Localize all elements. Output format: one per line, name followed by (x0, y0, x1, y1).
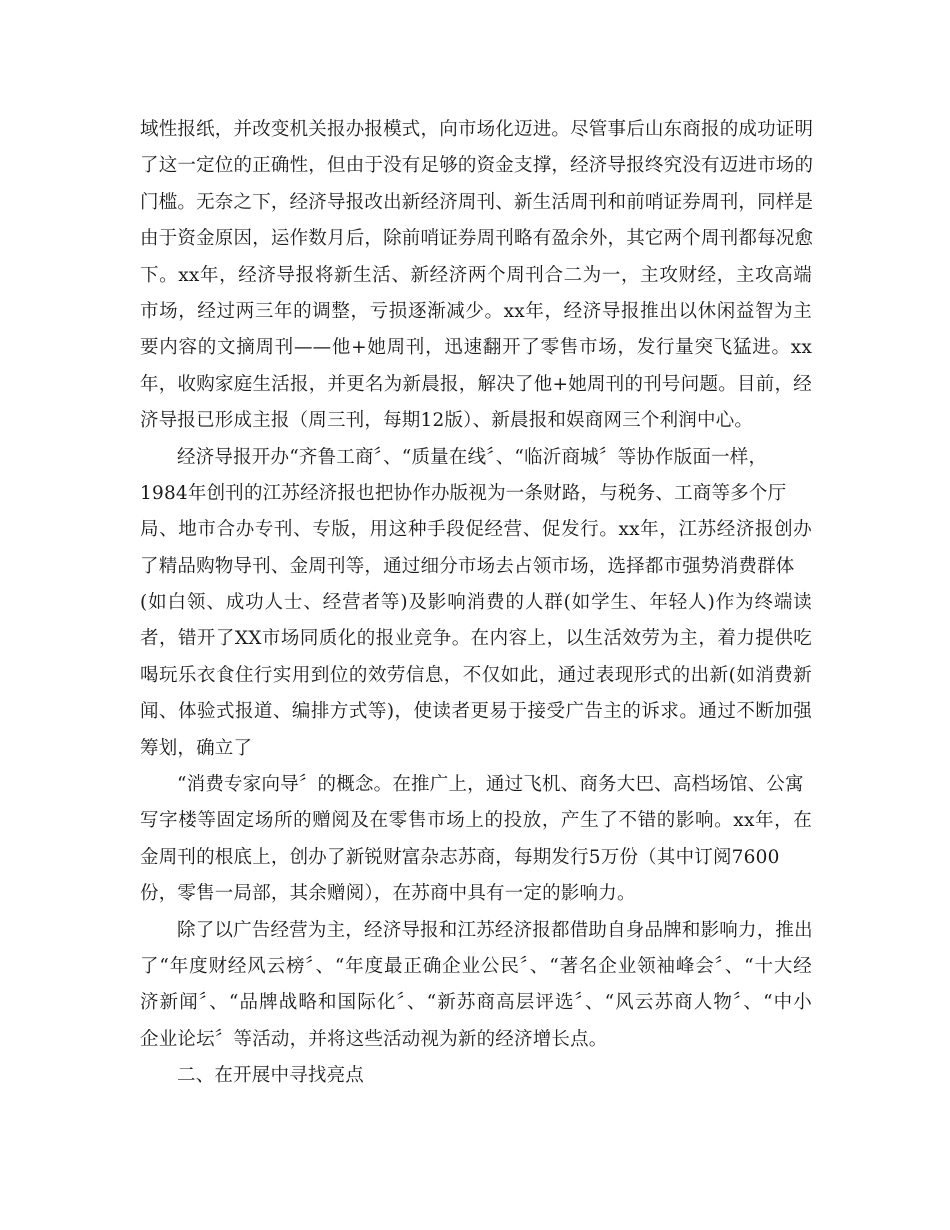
text-line: 除了以广告经营为主，经济导报和江苏经济报都借助自身品牌和影响力，推出 (177, 919, 813, 941)
text-line: 域性报纸，并改变机关报办报模式，向市场化迈进。尽管事后山东商报的成功证明 (140, 119, 814, 140)
text-line: 下。xx年，经济导报将新生活、新经济两个周刊合二为一，主攻财经，主攻高端 (140, 264, 812, 286)
text-line: (如白领、成功人士、经营者等)及影响消费的人群(如学生、年轻人)作为终端读 (140, 592, 812, 614)
text-line: 由于资金原因，运作数月后，除前哨证券周刊略有盈余外，其它两个周刊都每况愈 (140, 228, 814, 250)
text-line: 门槛。无奈之下，经济导报改出新经济周刊、新生活周刊和前哨证券周刊，同样是 (140, 191, 814, 213)
text-line: 金周刊的根底上，创办了新锐财富杂志苏商，每期发行5万份（其中订阅7600 (140, 846, 780, 868)
text-line: 二、在开展中寻找亮点 (177, 1065, 365, 1087)
text-line: 年，收购家庭生活报，并更名为新晨报，解决了他+她周刊的刊号问题。目前，经 (140, 373, 812, 395)
text-line: 1984年创刊的江苏经济报也把协作办版视为一条财路，与税务、工商等多个厅 (140, 482, 787, 504)
text-line: 经济导报开办“齐鲁工商〞、“质量在线〞、“临沂商城〞等协作版面一样， (177, 446, 768, 468)
text-line: 喝玩乐衣食住行实用到位的效劳信息，不仅如此，通过表现形式的出新(如消费新 (140, 664, 812, 686)
text-line: 济导报已形成主报（周三刊，每期12版）、新晨报和娱商网三个利润中心。 (140, 410, 754, 432)
text-line: 了这一定位的正确性，但由于没有足够的资金支撑，经济导报终究没有迈进市场的 (140, 155, 814, 177)
text-line: 济新闻〞、“品牌战略和国际化〞、“新苏商高层评选〞、“风云苏商人物〞、“中小 (140, 992, 812, 1014)
text-line: “消费专家向导〞的概念。在推广上，通过飞机、商务大巴、高档场馆、公寓 (177, 774, 804, 796)
text-line: 市场，经过两三年的调整，亏损逐渐减少。xx年，经济导报推出以休闲益智为主 (140, 300, 812, 322)
text-line: 了精品购物导刊、金周刊等，通过细分市场去占领市场，选择都市强势消费群体 (140, 555, 795, 577)
text-line: 局、地市合办专刊、专版，用这种手段促经营、促发行。xx年，江苏经济报创办 (140, 519, 812, 541)
text-line: 份，零售一局部，其余赠阅），在苏商中具有一定的影响力。 (140, 883, 636, 905)
text-line: 企业论坛〞等活动，并将这些活动视为新的经济增长点。 (140, 1028, 608, 1050)
text-line: 了“年度财经风云榜〞、“年度最正确企业公民〞、“著名企业领袖峰会〞、“十大经 (140, 955, 812, 977)
document-page (140, 115, 812, 1098)
text-line: 者，错开了XX市场同质化的报业竞争。在内容上，以生活效劳为主，着力提供吃 (140, 628, 812, 650)
text-line: 筹划，确立了 (140, 737, 253, 759)
text-line: 写字楼等固定场所的赠阅及在零售市场上的投放，产生了不错的影响。xx年，在 (140, 810, 812, 832)
text-line: 要内容的文摘周刊——他+她周刊，迅速翻开了零售市场，发行量突飞猛进。xx (140, 337, 812, 359)
text-line: 闻、体验式报道、编排方式等)，使读者更易于接受广告主的诉求。通过不断加强 (140, 701, 812, 723)
